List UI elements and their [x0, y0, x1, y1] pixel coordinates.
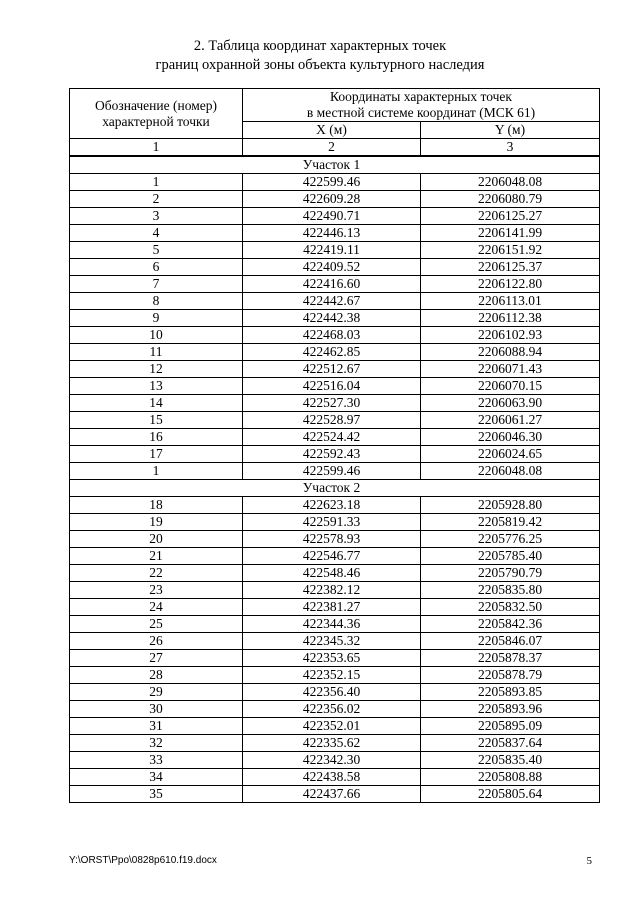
x-coordinate: 422468.03 [243, 327, 421, 344]
point-number: 14 [70, 395, 243, 412]
table-row [70, 463, 600, 480]
table-row [70, 582, 600, 599]
table-row [70, 599, 600, 616]
point-number: 5 [70, 242, 243, 259]
coordinates-table [69, 88, 600, 803]
column-number-row [70, 139, 600, 157]
table-title [0, 37, 640, 75]
x-coordinate: 422356.40 [243, 684, 421, 701]
x-coordinate: 422490.71 [243, 208, 421, 225]
y-coordinate: 2205895.09 [421, 718, 600, 735]
x-coordinate: 422381.27 [243, 599, 421, 616]
y-coordinate: 2205878.37 [421, 650, 600, 667]
point-number: 9 [70, 310, 243, 327]
y-coordinate: 2206046.30 [421, 429, 600, 446]
table-row [70, 565, 600, 582]
x-coordinate: 422335.62 [243, 735, 421, 752]
point-number: 11 [70, 344, 243, 361]
point-number: 31 [70, 718, 243, 735]
y-coordinate: 2206122.80 [421, 276, 600, 293]
y-coordinate: 2206063.90 [421, 395, 600, 412]
y-coordinate: 2205808.88 [421, 769, 600, 786]
point-number: 28 [70, 667, 243, 684]
table-row [70, 684, 600, 701]
y-coordinate: 2205835.40 [421, 752, 600, 769]
table-row [70, 701, 600, 718]
x-coordinate: 422345.32 [243, 633, 421, 650]
table-row [70, 259, 600, 276]
point-number: 29 [70, 684, 243, 701]
section-label: Участок 2 [243, 480, 421, 497]
x-coordinate: 422527.30 [243, 395, 421, 412]
x-coordinate: 422446.13 [243, 225, 421, 242]
y-coordinate: 2206024.65 [421, 446, 600, 463]
x-coordinate: 422592.43 [243, 446, 421, 463]
table-row [70, 667, 600, 684]
point-number: 24 [70, 599, 243, 616]
table-row [70, 616, 600, 633]
point-number: 25 [70, 616, 243, 633]
section-header-row [70, 156, 600, 174]
point-number: 12 [70, 361, 243, 378]
point-number: 4 [70, 225, 243, 242]
footer-file-path: Y:\ORST\Ppo\0828p610.f19.docx [69, 855, 217, 866]
table-row [70, 378, 600, 395]
table-row [70, 497, 600, 514]
table-row [70, 310, 600, 327]
table-row [70, 293, 600, 310]
table-row [70, 650, 600, 667]
x-coordinate: 422416.60 [243, 276, 421, 293]
header-coordinates: Координаты характерных точек в местной системе координат (МСК 61) [243, 89, 600, 122]
x-coordinate: 422512.67 [243, 361, 421, 378]
y-coordinate: 2206080.79 [421, 191, 600, 208]
table-row [70, 361, 600, 378]
y-coordinate: 2205790.79 [421, 565, 600, 582]
y-coordinate: 2206151.92 [421, 242, 600, 259]
point-number: 10 [70, 327, 243, 344]
point-number: 1 [70, 174, 243, 191]
y-coordinate: 2206070.15 [421, 378, 600, 395]
y-coordinate: 2206048.08 [421, 463, 600, 480]
x-coordinate: 422344.36 [243, 616, 421, 633]
page-number: 5 [586, 855, 592, 867]
point-number: 2 [70, 191, 243, 208]
table-row [70, 769, 600, 786]
y-coordinate: 2206071.43 [421, 361, 600, 378]
point-number: 22 [70, 565, 243, 582]
x-coordinate: 422609.28 [243, 191, 421, 208]
y-coordinate: 2205893.85 [421, 684, 600, 701]
table-row [70, 735, 600, 752]
x-coordinate: 422528.97 [243, 412, 421, 429]
table-row [70, 786, 600, 803]
x-coordinate: 422382.12 [243, 582, 421, 599]
y-coordinate: 2206125.37 [421, 259, 600, 276]
table-row [70, 531, 600, 548]
section-header-row [70, 480, 600, 497]
point-number: 17 [70, 446, 243, 463]
point-number: 20 [70, 531, 243, 548]
x-coordinate: 422524.42 [243, 429, 421, 446]
y-coordinate: 2206088.94 [421, 344, 600, 361]
table-row [70, 752, 600, 769]
column-number: 3 [421, 139, 600, 157]
point-number: 8 [70, 293, 243, 310]
table-row [70, 191, 600, 208]
x-coordinate: 422409.52 [243, 259, 421, 276]
point-number: 1 [70, 463, 243, 480]
x-coordinate: 422516.04 [243, 378, 421, 395]
x-coordinate: 422442.38 [243, 310, 421, 327]
table-row [70, 548, 600, 565]
point-number: 27 [70, 650, 243, 667]
y-coordinate: 2206112.38 [421, 310, 600, 327]
y-coordinate: 2205805.64 [421, 786, 600, 803]
x-coordinate: 422591.33 [243, 514, 421, 531]
table-row [70, 225, 600, 242]
title-line-2: границ охранной зоны объекта культурного наследия [155, 57, 485, 73]
y-coordinate: 2206141.99 [421, 225, 600, 242]
x-coordinate: 422356.02 [243, 701, 421, 718]
x-coordinate: 422599.46 [243, 174, 421, 191]
y-coordinate: 2205842.36 [421, 616, 600, 633]
y-coordinate: 2205835.80 [421, 582, 600, 599]
table-row [70, 395, 600, 412]
header-point-designation: Обозначение (номер) характерной точки [70, 89, 243, 139]
y-coordinate: 2205832.50 [421, 599, 600, 616]
point-number: 3 [70, 208, 243, 225]
x-coordinate: 422623.18 [243, 497, 421, 514]
point-number: 21 [70, 548, 243, 565]
x-coordinate: 422438.58 [243, 769, 421, 786]
y-coordinate: 2205893.96 [421, 701, 600, 718]
point-number: 26 [70, 633, 243, 650]
table-row [70, 327, 600, 344]
x-coordinate: 422462.85 [243, 344, 421, 361]
x-coordinate: 422342.30 [243, 752, 421, 769]
table-row [70, 242, 600, 259]
header-x: X (м) [243, 122, 421, 139]
x-coordinate: 422419.11 [243, 242, 421, 259]
table-row [70, 429, 600, 446]
point-number: 13 [70, 378, 243, 395]
table-row [70, 208, 600, 225]
x-coordinate: 422578.93 [243, 531, 421, 548]
title-line-1: 2. Таблица координат характерных точек [193, 38, 447, 54]
y-coordinate: 2205785.40 [421, 548, 600, 565]
table-row [70, 446, 600, 463]
table-row [70, 514, 600, 531]
column-number: 2 [243, 139, 421, 157]
y-coordinate: 2206113.01 [421, 293, 600, 310]
point-number: 34 [70, 769, 243, 786]
column-number: 1 [70, 139, 243, 157]
x-coordinate: 422442.67 [243, 293, 421, 310]
x-coordinate: 422352.01 [243, 718, 421, 735]
y-coordinate: 2205776.25 [421, 531, 600, 548]
y-coordinate: 2206102.93 [421, 327, 600, 344]
point-number: 19 [70, 514, 243, 531]
y-coordinate: 2206061.27 [421, 412, 600, 429]
point-number: 7 [70, 276, 243, 293]
point-number: 33 [70, 752, 243, 769]
x-coordinate: 422437.66 [243, 786, 421, 803]
table-body [70, 156, 600, 803]
y-coordinate: 2206125.27 [421, 208, 600, 225]
table-row [70, 344, 600, 361]
point-number: 18 [70, 497, 243, 514]
header-y: Y (м) [421, 122, 600, 139]
point-number: 6 [70, 259, 243, 276]
table-row [70, 412, 600, 429]
x-coordinate: 422546.77 [243, 548, 421, 565]
table-row [70, 276, 600, 293]
y-coordinate: 2205819.42 [421, 514, 600, 531]
x-coordinate: 422352.15 [243, 667, 421, 684]
y-coordinate: 2206048.08 [421, 174, 600, 191]
table-row [70, 174, 600, 191]
x-coordinate: 422548.46 [243, 565, 421, 582]
point-number: 30 [70, 701, 243, 718]
y-coordinate: 2205837.64 [421, 735, 600, 752]
y-coordinate: 2205928.80 [421, 497, 600, 514]
y-coordinate: 2205846.07 [421, 633, 600, 650]
point-number: 15 [70, 412, 243, 429]
x-coordinate: 422599.46 [243, 463, 421, 480]
point-number: 35 [70, 786, 243, 803]
point-number: 32 [70, 735, 243, 752]
section-label: Участок 1 [243, 156, 421, 174]
x-coordinate: 422353.65 [243, 650, 421, 667]
point-number: 23 [70, 582, 243, 599]
point-number: 16 [70, 429, 243, 446]
table-row [70, 633, 600, 650]
y-coordinate: 2205878.79 [421, 667, 600, 684]
table-row [70, 718, 600, 735]
